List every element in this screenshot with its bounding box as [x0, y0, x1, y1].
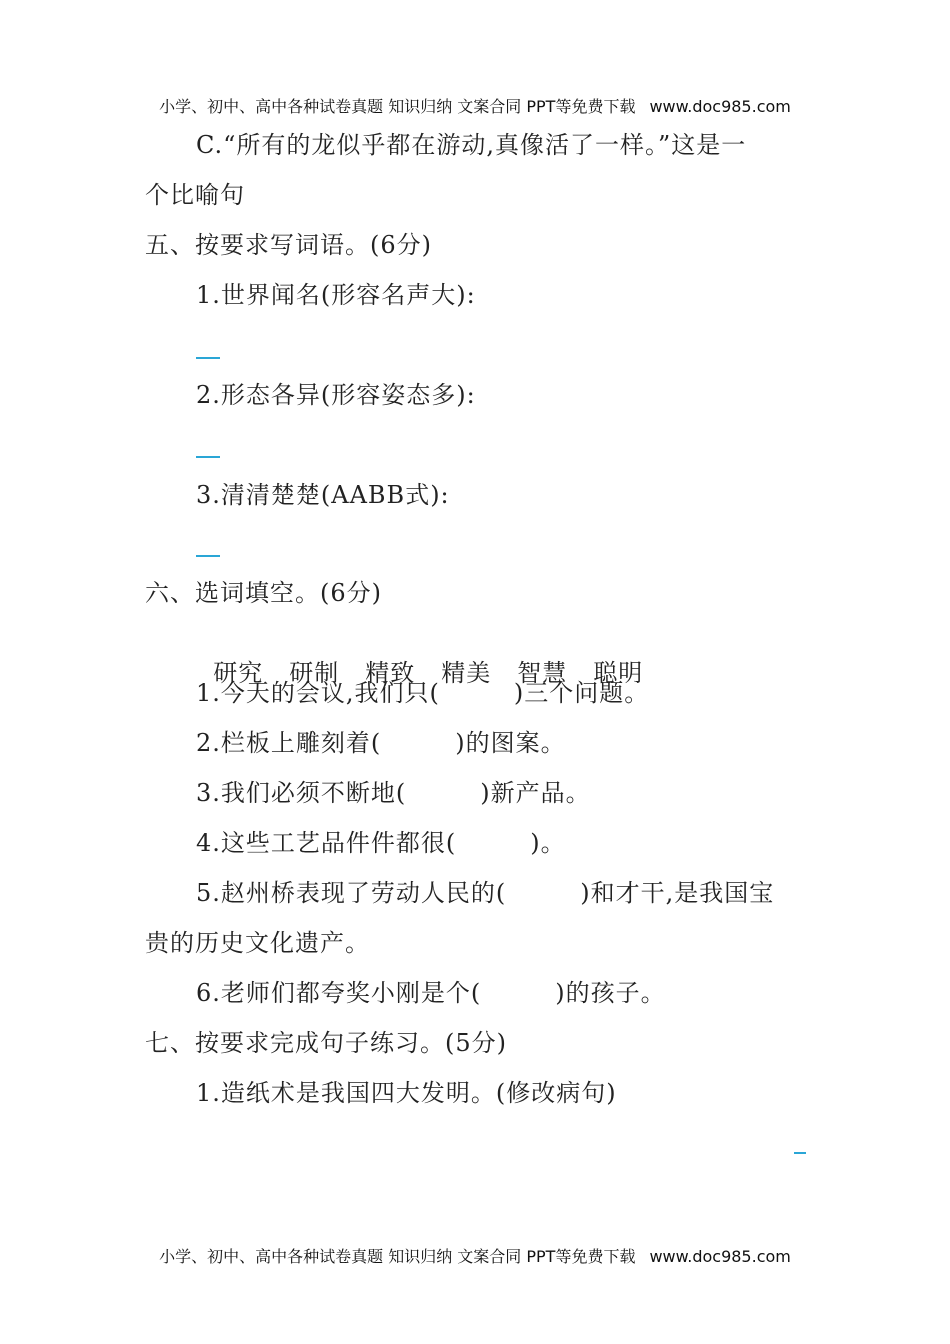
fill-item-text: )的孩子。 — [555, 979, 666, 1007]
page-footer — [0, 1244, 950, 1267]
fill-item-4 — [196, 828, 566, 858]
fill-item-text: 4.这些工艺品件件都很( — [196, 829, 457, 857]
word-option: 研制 — [289, 659, 340, 687]
word-option: 研究 — [213, 659, 264, 687]
section5-item-2: 2.形态各异(形容姿态多): — [196, 381, 476, 409]
footer-site[interactable]: www.doc985.com — [649, 1247, 791, 1266]
fill-item-text: )的图案。 — [455, 729, 566, 757]
section5-item-3: 3.清清楚楚(AABB式): — [196, 481, 450, 509]
fill-item-text: 3.我们必须不断地( — [196, 779, 407, 807]
header-text: 小学、初中、高中各种试卷真题 知识归纳 文案合同 PPT等免费下载 — [159, 97, 636, 116]
fill-item-text: 5.赵州桥表现了劳动人民的( — [196, 879, 507, 907]
fill-item-text: )。 — [530, 829, 566, 857]
section5-title: 五、按要求写词语。(6分) — [145, 231, 432, 259]
fill-item-text: 6.老师们都夸奖小刚是个( — [196, 979, 482, 1007]
option-c-line1: C.“所有的龙似乎都在游动,真像活了一样。”这是一 — [196, 131, 747, 159]
fill-item-6 — [196, 978, 666, 1008]
answer-blank-4[interactable] — [794, 1152, 806, 1154]
fill-item-1 — [196, 678, 649, 708]
word-option: 精致 — [365, 659, 416, 687]
footer-text: 小学、初中、高中各种试卷真题 知识归纳 文案合同 PPT等免费下载 — [159, 1247, 636, 1266]
section6-title: 六、选词填空。(6分) — [145, 579, 382, 607]
fill-item-5 — [196, 878, 774, 908]
word-option: 智慧 — [517, 659, 568, 687]
fill-item-text: )三个问题。 — [513, 679, 650, 707]
fill-item-text: )和才干,是我国宝 — [580, 879, 775, 907]
fill-item-3 — [196, 778, 591, 808]
section7-title: 七、按要求完成句子练习。(5分) — [145, 1029, 507, 1057]
answer-blank-2[interactable] — [196, 456, 220, 458]
fill-item-text: 1.今天的会议,我们只( — [196, 679, 440, 707]
section5-item-1: 1.世界闻名(形容名声大): — [196, 281, 476, 309]
fill-item-text: )新产品。 — [480, 779, 591, 807]
page-header — [0, 94, 950, 117]
section7-item-1: 1.造纸术是我国四大发明。(修改病句) — [196, 1079, 617, 1107]
header-site[interactable]: www.doc985.com — [649, 97, 791, 116]
answer-blank-1[interactable] — [196, 357, 220, 359]
fill-item-5-line2: 贵的历史文化遗产。 — [145, 929, 370, 957]
word-option: 精美 — [441, 659, 492, 687]
fill-item-text: 2.栏板上雕刻着( — [196, 729, 382, 757]
word-option: 聪明 — [593, 659, 644, 687]
answer-blank-3[interactable] — [196, 555, 220, 557]
fill-item-2 — [196, 728, 566, 758]
option-c-line2: 个比喻句 — [145, 181, 245, 209]
